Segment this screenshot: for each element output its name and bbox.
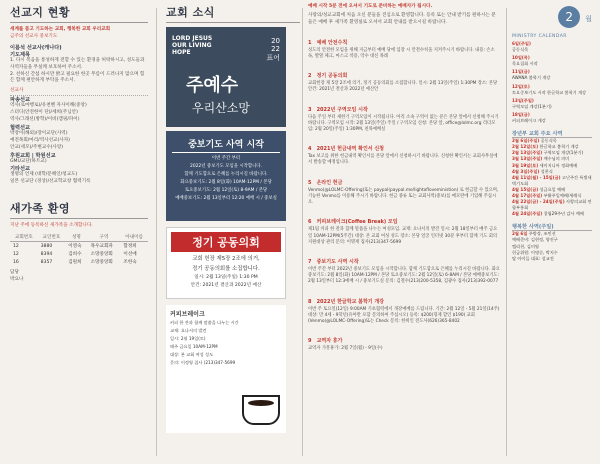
news-column: [304, 0, 504, 464]
table-cell: 3880: [40, 243, 53, 249]
news-num: 2: [308, 73, 312, 80]
duty-date: 2월 6일: [512, 231, 528, 237]
coffee-line: 대상: 본 교회 여성 성도: [170, 352, 214, 357]
prayer-title: 기도제목: [10, 51, 31, 58]
calendar-header: MINISTRY CALENDAR: [512, 34, 567, 39]
schedule-text: 공동식목: [540, 138, 557, 144]
schedule-date: 2월 13일(주일): [512, 150, 543, 156]
mission-section-text: 생명의 언제 (대학/문해인/청교도) 일본 선교단 (경상)/선교학교창 협력기록: [10, 172, 91, 185]
table-row: [10, 242, 148, 251]
calendar-text: AWANA 봄학기 개강: [512, 75, 551, 81]
table-header: 교회번호: [10, 233, 38, 242]
table-header: 구역: [88, 233, 121, 242]
duty-header: 행복한 사역(주일): [512, 223, 592, 231]
prayer-poster-title: 중보기도 사역 시작: [172, 137, 280, 153]
schedule-date: 4월 15일(금): [512, 186, 539, 192]
news-num: 1: [308, 39, 312, 46]
schedule-date: 4월 3일(주일): [512, 168, 540, 174]
meeting-poster-title: 정기 공동의회: [171, 232, 281, 252]
schedule-date: 4월 11일(월) - 15일(금): [512, 174, 561, 180]
duty-list: [512, 231, 592, 261]
prayer-poster-line: 함께 기도함으로 은혜를 누리시길 바랍니다.: [184, 172, 268, 177]
mission-sections: [10, 96, 148, 186]
news-item: [308, 169, 500, 207]
schedule-date: 2월 12일(토): [512, 144, 539, 150]
calendar-text: 토요중보기도 시작 한글학교 봄학기 개강: [512, 89, 587, 95]
coffee-cup-icon: [242, 395, 280, 425]
motto-big: 주예수: [186, 75, 239, 96]
news-num: 3: [308, 106, 312, 113]
news-intro: 사랑의/성교교회에 처음 오신 분들을 진심으로 환영합니다. 등록 또는 안내 받기를 원하시는 분들은 예배 후 새가족 환영실로 오셔서 교회 안내를 받으시길 바랍니다.: [308, 12, 496, 25]
calendar-text: 커피브레이크 개강: [512, 118, 546, 124]
news-item: [308, 327, 500, 352]
table-row: [10, 258, 148, 266]
prayer-poster-line: 이번 주간 부터: [211, 156, 241, 161]
prayer-poster-line: 2022년 중보기도 모임을 시작합니다.: [190, 164, 262, 169]
news-title: 2021년 헌금내역 확인서 신청: [316, 146, 385, 153]
news-title: 커피브레이크(Coffee Break) 모임: [316, 219, 398, 226]
prayer-poster: [166, 131, 286, 221]
calendar-date: 11일(금): [512, 69, 530, 75]
table-cell: 12: [13, 243, 19, 249]
schedule-date: 4월 24일(주일): [512, 211, 543, 217]
mission-subtitle-2: 금주의 선교사 중보기도: [10, 33, 58, 39]
calendar-item: [512, 69, 592, 81]
news-text: 성도의 안전한 모임을 위해 지금부터 예배 당에 입장 시 안전수칙을 지켜주시기 바랍니다. 내용: 손소독, 발열 체크, 마스크 착용, 악수 대신 목례: [308, 47, 495, 59]
month-number: 2: [558, 6, 580, 28]
news-text: 교회헌장 제 5장 2조에 의거, 정기 공동의회를 소집합니다. 일시: 2월 13일(주일) 1:30PM 장소: 본당 안건: 2021년 결산과 2022년 예산안: [308, 81, 498, 93]
table-cell: 8394: [40, 251, 53, 257]
table-header: 아내이름: [120, 233, 148, 242]
calendar-list: [512, 41, 592, 124]
news-item: [308, 96, 500, 134]
mission-section-text: 박장이(해외)/장이교단(사역) 예전목회/마리/역사선교(사자) 안교(세모)/주변교수(사랑): [10, 130, 70, 150]
calendar-date: 6일(주일): [512, 41, 531, 46]
schedule-date: 3월 19일(토): [512, 162, 539, 168]
schedule-text: 세이지니아 정화예배: [539, 162, 578, 168]
mission-section-text: 역사(로마행로)/유천벤 자사이해(중앙) 스터디(안전한이 단)/세희(주님안) 역사/그래선(방학)/이비(캠핑/파이): [10, 103, 87, 123]
news-item: [308, 62, 500, 93]
news-title: 2022년 한글학교 봄학기 개강: [316, 298, 385, 305]
prayer-poster-line: 예배중보기도: 2월 13일부터 12:20 예배 시 / 중보실: [175, 196, 277, 201]
table-cell: 김희수: [68, 252, 82, 258]
table-row: [10, 250, 148, 258]
prayer-item: 1. 다시 복음을 통성하게 전할 수 있는 환경을 허락하시고, 성도들과 사역자들을 무실케 보호하여 주소서.: [10, 57, 145, 70]
missionary-label: 선교사: [10, 88, 148, 96]
news-item: [308, 248, 500, 286]
calendar-date: 12일(토): [512, 83, 530, 89]
calendar-item: [512, 41, 592, 53]
calendar-text: 공동식목: [512, 47, 529, 53]
duty-text: 엘리천, 김미영: [512, 243, 539, 249]
news-num: 7: [308, 258, 312, 265]
mission-header: 선교지 현황: [10, 6, 70, 19]
schedule-list: [512, 138, 592, 217]
news-text: 교역자 가흥휴가: 2월 7일(월) - 9일(수): [308, 346, 383, 352]
new-family-header: 새가족 환영: [10, 202, 70, 216]
coffee-line: 커피 한 잔과 함께 말씀을 나누는 시간: [170, 320, 239, 325]
mission-section-head: 파송선교: [10, 97, 31, 104]
news-title: 교역자 휴가: [316, 338, 343, 345]
middle-column: [160, 0, 300, 464]
schedule-text: 성찬식: [540, 168, 553, 174]
footer-label: 담당: [10, 270, 19, 276]
motto-sub: 우리산소망: [192, 101, 250, 115]
calendar-text: 구역모임 개강(1분기): [512, 103, 552, 109]
news-title: 예배 안전수칙: [316, 39, 348, 46]
news-text: Venmo(@LOLMC-Offering)또는 paypal(paypal.me/lightofloveministion) 로 헌금할 수 있으며, 기능한 Venmo를 이용해 주시기 바랍니다. 헌금 종류 또는 교회사역(중보)를 메모란에 기입해 주십시오.: [308, 187, 499, 206]
table-cell: 목우교회파: [90, 244, 113, 250]
meeting-poster: [166, 227, 286, 299]
duty-text: 탈 아이들 대표: 설교전: [512, 255, 554, 261]
meeting-poster-line: 교회 헌장 제5장 2조에 의거,: [192, 256, 260, 262]
table-header: 교인번호: [38, 233, 66, 242]
schedule-text: 고난주간 특별새벽기도회: [512, 174, 592, 186]
calendar-date: 10일(목): [512, 55, 530, 61]
schedule-date: 4월 17일(주일): [512, 192, 543, 198]
coffee-line: 매주 금요일 10AM-12PM: [170, 344, 218, 349]
mission-section-text: GMU교단(하트교): [10, 158, 47, 164]
table-header-row: [10, 233, 148, 242]
schedule-text: 한글학교 봄학기 개강: [539, 144, 579, 150]
news-num: 4: [308, 146, 312, 153]
news-title: 온라인 헌금: [316, 179, 343, 186]
news-num: 8: [308, 298, 312, 305]
schedule-item: [512, 211, 592, 217]
meeting-poster-line: 안건: 2021년 결산과 2022년 예산: [190, 283, 262, 288]
table-cell: 16: [13, 259, 19, 265]
news-title: 중보기도 사역 시작: [316, 258, 359, 265]
calendar-date: 18일(금): [512, 111, 530, 117]
table-cell: 이영숙: [68, 244, 82, 250]
duty-text: 헌금위원: 이명순, 박지수: [512, 249, 558, 255]
news-text: 이번 주간 부터 2022년 중보기도 모임을 시작합니다. 함께 기도함으로 은혜를 누리시길 바랍니다. 화요중보기도: 2월 8일(화) 10AM-12PM / 본당 토요중보기도: 2월 12일(토) 6-8AM / 본당 예배중보기도: 2월 13일부터 12:3예배 시 / 중보기도실 문의: 김철수(213)200-5358, 김광수 집사(213)392-0077: [308, 266, 500, 285]
schedule-text: 사랑의교회 연합부흥회: [512, 199, 592, 211]
table-cell: 조한숙: [123, 260, 137, 266]
calendar-text: 목요집회 시작: [512, 61, 538, 67]
meeting-poster-line: 정기 공동의회를 소집합니다.: [192, 266, 260, 272]
news-text: 다음 주일 부터 새한기 구역모임이 시작됩니다. 아직 소속 구역이 없는 분은 본당 앞에서 신청해 주시기 바랍니다. 구역모임 시작: 2월 13일(주일) 주일 / 구역모임 신청: 본당 앞, office@lolmc.org 리더모임: 2월 20일(주일) 1:30PM, 친목예배실: [308, 114, 499, 132]
motto-image: [166, 27, 286, 127]
right-column: [508, 0, 596, 464]
news-text: 이번 주 토요일(12일) 9:00AM 기초협력에서 개강예배를 드립니다. 기간: 2월 12일 - 5월 21일(14주) 대상: 만 4세 - 9학년(유아반 포함 문의하여 주십시오) 등록: $200(형제 할인 $190) 교회(Venmo(@LOLMC-Offering)또는 Check 문의: 한희인 전도사(626)365-8402: [308, 306, 500, 325]
table-cell: 이선애: [123, 252, 137, 258]
news-item: [308, 288, 500, 326]
calendar-item: [512, 98, 592, 110]
news-num: 5: [308, 179, 312, 186]
table-cell: 소망중앙회: [90, 252, 113, 258]
schedule-text: 구역모임 개강(1분기): [543, 150, 584, 156]
meeting-poster-line: 일시: 2월 13일(주일) 1:30 PM: [194, 275, 258, 280]
new-family-table: [10, 233, 148, 266]
left-column: [4, 0, 154, 464]
calendar-item: [512, 55, 592, 67]
news-title: 정기 공동의회: [316, 73, 348, 80]
coffee-line: 교재: 요나서의 발견: [170, 328, 207, 333]
news-title: 2022년 구역모임 시작: [316, 106, 368, 113]
mission-section-head: 협력선교: [10, 124, 31, 131]
coffee-break-card: [166, 305, 286, 433]
table-header: 성명: [65, 233, 87, 242]
table-cell: 함정희: [123, 244, 137, 250]
prayer-item: 2. 선하신 간섭 하시만 밝고 필요한 한곳 무름이 드러나지 않으며 힘든 함께 편안하게 부탁을 주소서.: [10, 71, 145, 84]
duty-item: [512, 256, 592, 262]
mission-section-head: 기타선교: [10, 166, 31, 173]
news-num: 9: [308, 338, 312, 345]
motto-year: 20 22 표어: [266, 37, 280, 62]
schedule-text: 성금요일 예배: [539, 186, 566, 192]
calendar-item: [512, 84, 592, 96]
duty-text: 주방장, 조민선: [528, 231, 556, 237]
table-cell: 8357: [40, 259, 53, 265]
coffee-line: 문의: 이정영 집사 (213)347-5699: [170, 360, 236, 365]
schedule-header: 장년부 교회 주요 사역: [512, 130, 592, 138]
prayer-poster-line: 화요중보기도: 2월 8일(화) 10AM-12PM / 본당: [180, 180, 272, 185]
table-cell: 12: [13, 251, 19, 257]
schedule-date: 3월 13일(주일): [512, 156, 543, 162]
schedule-text: 창립29주년 감사 예배: [543, 211, 584, 217]
schedule-text: 예수님의 의미: [543, 156, 570, 162]
schedule-text: 부활주일예배/세례식: [543, 192, 582, 198]
news-text: 제1팀 커피 한 잔과 함께 말씀을 나누는 여성모임. 교재: 요나서의 발견 일시: 2월 18일부터 매주 금요일 10AM-12PM(5주간) 대상: 본 교회 여성 성도 장소: 본당 얼굴 인터넷 30분 후부터 함께 기도 회의 지원대상 관리 문의: 이명재 집사(213)347-5699: [308, 227, 498, 245]
news-item: [308, 29, 500, 60]
news-intro-red: 예배 시작 5분 전에 오셔서 기도로 준비하는 예배자가 됩시다.: [308, 4, 433, 9]
new-family-note: 지난 주에 등록하신 새가족을 소개합니다.: [10, 223, 93, 229]
news-item: [308, 208, 500, 246]
mission-section-head: 후원교회 | 학원선교: [10, 152, 56, 159]
motto-poster: [166, 27, 286, 433]
schedule-date: 2월 6일(주일): [512, 138, 540, 144]
coffee-line: 일시: 2월 19일(토): [170, 336, 206, 341]
mission-subtitle: 세계를 품고 기도하는 교회, 행복한 교회 우리교회: [10, 27, 111, 32]
calendar-date: 13일(주일): [512, 97, 534, 103]
table-cell: 김원희: [68, 260, 82, 266]
news-num: 6: [308, 219, 312, 226]
missionary-name: 이름석 선교사(캐나다): [10, 44, 62, 51]
calendar-item: [512, 112, 592, 124]
coffee-title: 커피브레이크: [170, 311, 205, 318]
table-cell: 소망중앙회: [90, 260, 113, 266]
motto-en: LORD JESUS OUR LIVING HOPE: [172, 35, 213, 57]
prayer-poster-line: 토요중보기도: 2월 12일(토) 8-9AM / 본당: [184, 188, 268, 193]
schedule-item: [512, 175, 592, 187]
schedule-item: [512, 199, 592, 211]
schedule-date: 4월 22일(금) - 24일(주일): [512, 199, 565, 205]
news-item: [308, 135, 500, 166]
month-label: 월: [585, 15, 592, 23]
news-header-mid: 교회 소식: [166, 6, 215, 19]
duty-text: 예배준비: 김현정, 양진구: [512, 237, 558, 243]
footer-label: 박요나: [10, 277, 24, 283]
news-text: Tax 보고를 위한 헌금내역 확인서를 본당 앞에서 신청하시기 바랍니다. 신청한 확인서는 교회사무실에서 발송할 예정입니다.: [308, 154, 498, 166]
